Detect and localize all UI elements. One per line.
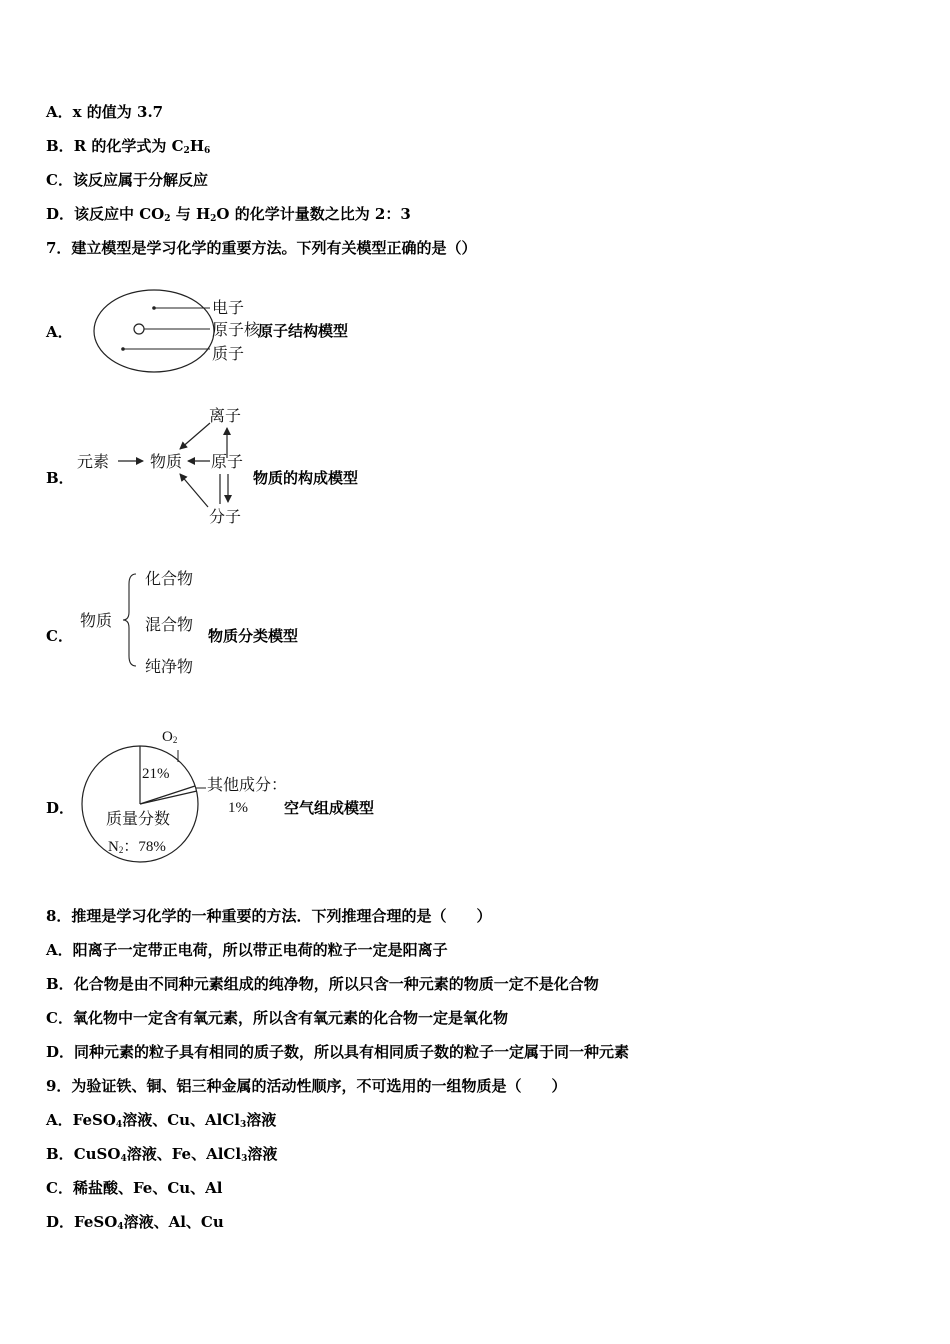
q9-option-a: A．FeSO$_4$溶液、Cu、AlCl$_3$溶液 bbox=[46, 1111, 277, 1130]
other-components-percent: 1% bbox=[228, 800, 248, 816]
q8-option-c: C．氧化物中一定含有氧元素，所以含有氧元素的化合物一定是氧化物 bbox=[46, 1009, 508, 1027]
substance-root-label: 物质 bbox=[80, 611, 113, 630]
q7-option-b-caption: 物质的构成模型 bbox=[253, 469, 359, 487]
other-components-label: 其他成分： bbox=[207, 775, 288, 794]
q8-option-a: A．阳离子一定带正电荷，所以带正电荷的粒子一定是阳离子 bbox=[46, 941, 448, 959]
compound-label: 化合物 bbox=[145, 569, 194, 588]
q7-stem: 7．建立模型是学习化学的重要方法。下列有关模型正确的是（） bbox=[46, 239, 477, 257]
q7-option-b-label: B． bbox=[46, 469, 74, 487]
mixture-label: 混合物 bbox=[145, 615, 194, 634]
ion-label: 离子 bbox=[209, 406, 242, 425]
q8-stem: 8．推理是学习化学的一种重要的方法．下列推理合理的是（ ） bbox=[46, 907, 492, 925]
q9-option-c: C．稀盐酸、Fe、Cu、Al bbox=[46, 1179, 223, 1197]
q7-option-c-caption: 物质分类模型 bbox=[208, 627, 299, 645]
nucleus-label: 原子核 bbox=[212, 320, 261, 339]
q7-option-d-label: D． bbox=[46, 799, 75, 817]
atom-label: 原子 bbox=[211, 452, 244, 471]
n2-label: $N_2$：78% bbox=[108, 839, 166, 855]
q6-option-a: A．x 的值为 3.7 bbox=[46, 103, 164, 121]
q6-option-c: C．该反应属于分解反应 bbox=[46, 171, 208, 189]
q7-option-a-caption: 原子结构模型 bbox=[258, 322, 349, 340]
proton-label: 质子 bbox=[212, 344, 245, 363]
q9-stem: 9．为验证铁、铜、铝三种金属的活动性顺序，不可选用的一组物质是（ ） bbox=[46, 1077, 567, 1095]
o2-percent: 21% bbox=[142, 766, 170, 782]
q7-option-a-label: A． bbox=[46, 323, 73, 341]
molecule-label: 分子 bbox=[209, 507, 242, 526]
q6-option-d: D．该反应中 $CO_2$ 与 $H_2O$ 的化学计量数之比为 2：3 bbox=[46, 205, 411, 224]
substance-label: 物质 bbox=[150, 452, 183, 471]
q7-option-c-label: C． bbox=[46, 627, 73, 645]
o2-label: $O_2$ bbox=[162, 729, 178, 745]
q9-option-d: D．FeSO$_4$溶液、Al、Cu bbox=[46, 1213, 224, 1232]
electron-label: 电子 bbox=[212, 298, 245, 317]
pure-substance-label: 纯净物 bbox=[145, 657, 194, 676]
q8-option-b: B．化合物是由不同种元素组成的纯净物，所以只含一种元素的物质一定不是化合物 bbox=[46, 975, 599, 993]
q7-option-d-caption: 空气组成模型 bbox=[284, 799, 375, 817]
mass-fraction-label: 质量分数 bbox=[106, 809, 171, 828]
q6-option-b: B．R 的化学式为 $C_2H_6$ bbox=[46, 137, 211, 156]
element-label: 元素 bbox=[77, 452, 110, 471]
q9-option-b: B．CuSO$_4$溶液、Fe、AlCl$_3$溶液 bbox=[46, 1145, 278, 1164]
q8-option-d: D．同种元素的粒子具有相同的质子数，所以具有相同质子数的粒子一定属于同一种元素 bbox=[46, 1043, 630, 1061]
